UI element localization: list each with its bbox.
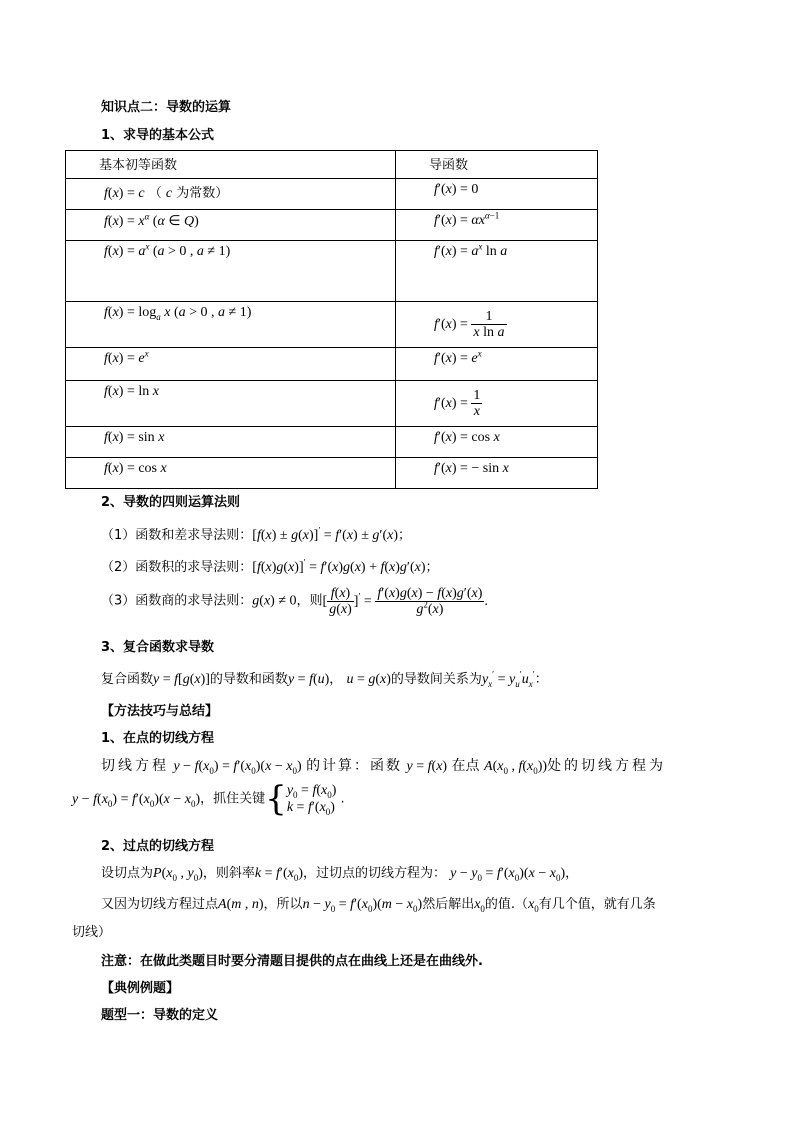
table-header-derivative: 导函数	[396, 151, 598, 179]
table-row: $f(x) = \log_a x$ (a > 0 , a ≠ 1) f′(x) = $\frac{1}{\text{x ln a}}$	[66, 302, 598, 348]
tangent-at-point-line2: $y - f(x_0) = f'(x_0)(x - x_0)$，抓住关键{ $y_0 = f(x_0)$ $k = f'(x_0)$ .	[72, 779, 345, 819]
rule-product: （2）函数积的求导法则：[f(x)g(x)]′ = f′(x)g(x) + f(x)g′(x)；	[101, 557, 439, 575]
rule-quotient-label: （3）函数商的求导法则：	[101, 593, 253, 609]
table-row: $f(x) = e^x$ $f'(x) = e^x$	[66, 348, 598, 381]
m2-text: 设切点为	[101, 866, 154, 881]
tangent-through-point-line1: 设切点为$P(x_0$ , $y_0$)，则斜率$k = f'(x_0)$，过切点的切线方程为： $y - y_0 = f'(x_0)(x - x_0)$，	[101, 866, 579, 883]
m2-text: ，则斜率	[202, 866, 255, 881]
rule-quotient: （3）函数商的求导法则：g(x) ≠ 0，则[ $\frac{f(x)}{g(x)}$ ]′ = $\frac{f'(x)g(x) - f(x)g'(x)}{g^2(x)}$ .	[101, 586, 488, 617]
tangent-through-point-title: 2、过点的切线方程	[101, 839, 215, 854]
m2-text: ，所以	[263, 897, 303, 912]
section-title: 知识点二：导数的运算	[101, 100, 232, 115]
composite-text: ，	[329, 672, 343, 687]
subsection-title-arithmetic-rules: 2、导数的四则运算法则	[101, 495, 241, 510]
table-row: f(x) = cos x f′(x) = − sin x	[66, 458, 598, 489]
m2-text: ，过切点的切线方程为：	[303, 866, 447, 881]
tangent-through-point-line3: 切线）	[72, 925, 112, 940]
constant-note: （ c 为常数）	[148, 186, 229, 201]
m2-text: ，	[565, 866, 579, 881]
derivative-formula-table	[65, 150, 598, 489]
table-header-function: 基本初等函数	[66, 151, 396, 179]
m1-text: 在点	[451, 758, 480, 774]
m2-text: 然后解出	[422, 897, 475, 912]
composite-text: 的导数间关系为	[390, 672, 482, 687]
table-row: $f(x) = x^\alpha$ (α ∈ Q) $f'(x) = \alpha x^{\alpha-1}$	[66, 210, 598, 241]
rule-sum: （1）函数和差求导法则：[f(x) ± g(x)]′ = f′(x) ± g′(x)；	[101, 525, 412, 543]
m2-text: 的值.（	[484, 897, 529, 912]
table-row: f(x) = c （ c 为常数） f′(x) = 0	[66, 179, 598, 210]
m1-text: 切线方程	[101, 758, 169, 774]
table-row: f(x) = ln x f′(x) = $\frac{1}{x}$	[66, 381, 598, 427]
m1-end: .	[340, 791, 345, 807]
composite-text: 复合函数	[101, 672, 154, 687]
m1-text: 处的切线方程为	[547, 758, 667, 774]
m2-text: 有几个值，就有几条	[538, 897, 656, 912]
m1-text: ，抓住关键	[200, 791, 266, 807]
subsection-title-basic-formulas: 1、求导的基本公式	[101, 128, 215, 143]
composite-text: 的导数和函数	[209, 672, 288, 687]
example-title: 【典例例题】	[101, 981, 180, 996]
subsection-title-composite: 3、复合函数求导数	[101, 640, 215, 655]
method-title: 【方法技巧与总结】	[101, 704, 219, 719]
tangent-through-point-line2: 又因为切线方程过点A(m , n)，所以$n - y_0 = f'(x_0)(m - x_0)$然后解出$x_0$的值$.(x_0$有几个值，就有几条	[101, 897, 656, 914]
note: 注意：在做此类题目时要分清题目提供的点在曲线上还是在曲线外.	[101, 954, 483, 969]
tangent-at-point-title: 1、在点的切线方程	[101, 731, 215, 746]
m1-text: 的计算：函数	[306, 758, 403, 774]
table-row: f(x) = sin x f′(x) = cos x	[66, 427, 598, 458]
question-type-1-title: 题型一：导数的定义	[101, 1008, 219, 1023]
brace: {	[265, 779, 287, 819]
rule-sum-label: （1）函数和差求导法则：	[101, 528, 253, 543]
rule-product-label: （2）函数积的求导法则：	[101, 560, 253, 575]
composite-rule: 复合函数y = f[g(x)]的导数和函数y = f(u)， u = g(x)的导数间关系为$y_x' = y_u'u_x'$：	[101, 669, 548, 689]
m2-text: 又因为切线方程过点	[101, 897, 219, 912]
composite-end: ：	[534, 672, 548, 687]
tangent-at-point-line1: 切线方程 $y - f(x_0) = f'(x_0)(x - x_0)$ 的计算：函数 y = f(x) 在点 $A(x_0$ , $f(x_0)$)处的切线方程为	[101, 758, 667, 776]
table-row: $f(x) = a^x$ (a > 0 , a ≠ 1) $f'(x) = a^x$ ln a	[66, 241, 598, 302]
